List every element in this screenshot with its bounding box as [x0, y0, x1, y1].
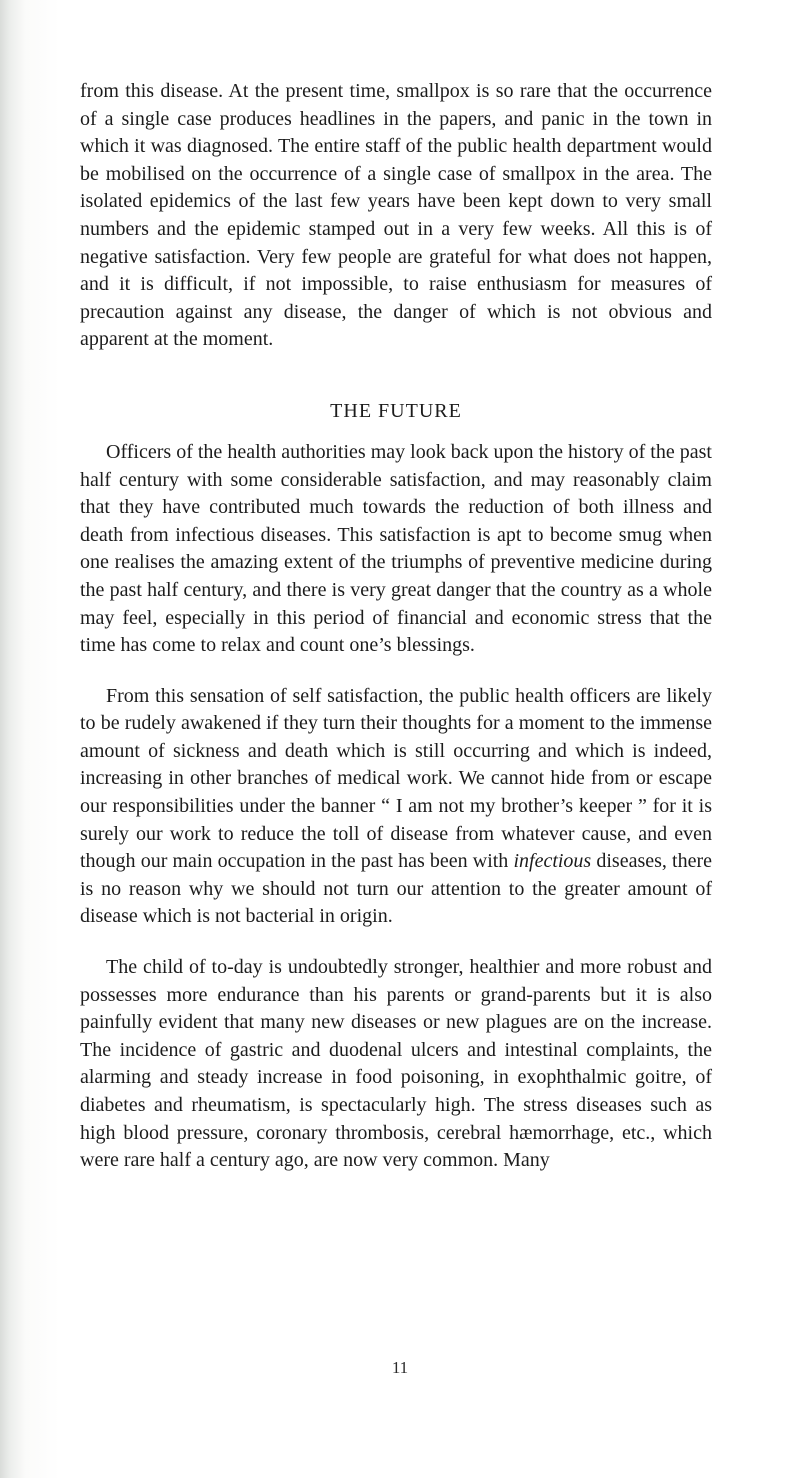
body-paragraph-1: from this disease. At the present time, smallpox is so rare that the occurrence of a single case produces headlines in the papers, and panic in the town in which it was diagnosed. The entire staff of the public health department would be mobilised on the occurrence of a single case of smallpox in the area. The isolated epidemics of the last few years have been kept down to very small numbers and the epidemic stamped out in a very few weeks. All this is of negative satisfaction. Very few people are grateful for what does not happen, and it is difficult, if not impossible, to raise enthusiasm for measures of precaution against any disease, the danger of which is not obvious and apparent at the moment. — [80, 80, 712, 351]
italic-word: infectious — [513, 850, 592, 873]
page-number: 11 — [391, 1358, 409, 1377]
page-content — [80, 78, 712, 1175]
body-paragraph-2: Officers of the health authorities may look back upon the history of the past half century with some considerable satisfaction, and may reasonably claim that they have contributed much towards the reduction of both illness and death from infectious diseases. This satisfaction is apt to become smug when one realises the amazing extent of the triumphs of preventive medicine during the past half century, and there is very great danger that the country as a whole may feel, especially in this period of financial and economic stress that the time has come to relax and count one’s blessings. — [80, 440, 712, 657]
body-paragraph-3 — [80, 683, 712, 931]
paragraph-3-text-start: From this sensation of self satisfaction, the public health officers are likely to be rudely awakened if they turn their thoughts for a moment to the immense amount of sickness and death which is still occurring and which is indeed, increasing in other branches of medical work. We cannot hide from or escape our responsibilities under the banner “ I am not my brother’s keeper ” for it is surely our work to reduce the toll of disease from whatever cause, and even though our main occupation in the past has been with — [80, 684, 712, 873]
section-heading: THE FUTURE — [330, 399, 462, 422]
paragraph-3-text-end: diseases, there is no reason why we should not turn our attention to the greater amount of disease which is not bacterial in origin. — [80, 850, 712, 928]
body-paragraph-4: The child of to-day is undoubtedly stronger, healthier and more robust and possesses more endurance than his parents or grand-parents but it is also painfully evident that many new diseases or new plagues are on the increase. The incidence of gastric and duodenal ulcers and intestinal complaints, the alarming and steady increase in food poisoning, in exophthalmic goitre, of diabetes and rheumatism, is spectacularly high. The stress diseases such as high blood pressure, coronary thrombosis, cerebral hæmorrhage, etc., which were rare half a century ago, are now very common. Many — [80, 956, 712, 1172]
